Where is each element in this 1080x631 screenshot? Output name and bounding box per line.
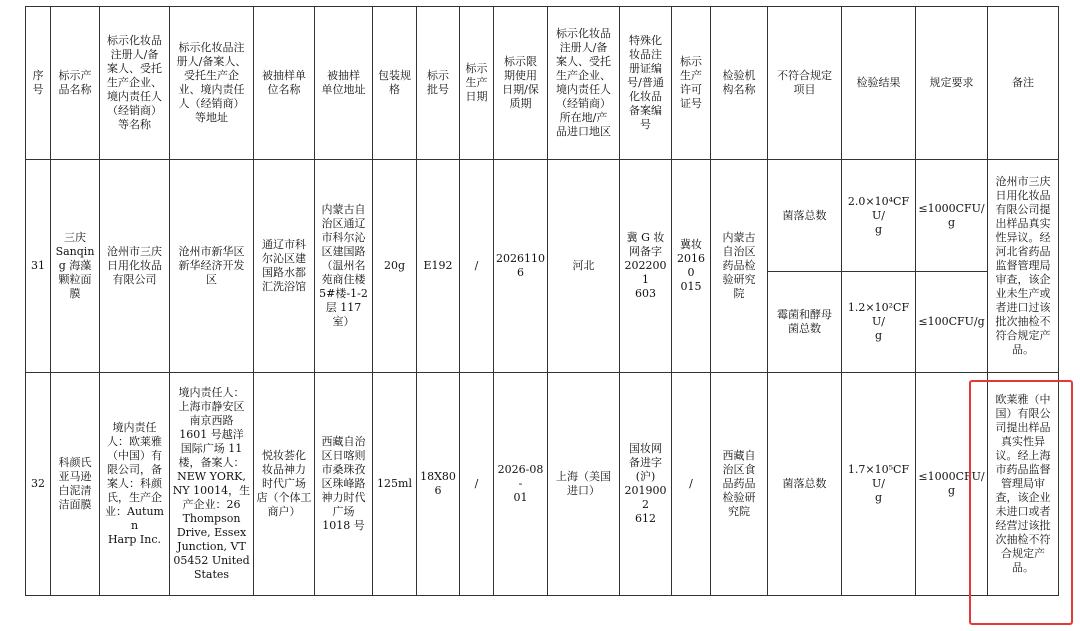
cell-product: 三庆 Sanqin g 海藻 颗粒面 膜 <box>51 160 100 373</box>
cell-expiry: 2026-08- 01 <box>494 373 548 596</box>
header-limit: 规定要求 <box>916 7 988 160</box>
table-row <box>26 373 1059 596</box>
cell-production-date: / <box>460 373 494 596</box>
cell-lab: 西藏自 治区食 品药品 检验研 究院 <box>711 373 768 596</box>
header-seq: 序 号 <box>26 7 51 160</box>
header-record-no: 特殊化 妆品注 册证编 号/普通 化妆品 备案编 号 <box>620 7 672 160</box>
cell-sampled-address: 内蒙古自 治区通辽 市科尔沁 区建国路 （温州名 苑商住楼 5#楼-1-2 层 117 室） <box>315 160 373 373</box>
cell-seq: 31 <box>26 160 51 373</box>
cell-result: 1.2×10²CFU/ g <box>842 272 916 373</box>
header-expiry: 标示限 期使用 日期/保 质期 <box>494 7 548 160</box>
cell-spec: 20g <box>373 160 417 373</box>
cell-spec: 125ml <box>373 373 417 596</box>
cell-registrant-address: 沧州市新华区 新华经济开发 区 <box>170 160 254 373</box>
cell-seq: 32 <box>26 373 51 596</box>
header-result: 检验结果 <box>842 7 916 160</box>
cell-registrant: 境内责任 人：欧莱雅 （中国）有 限公司，备 案人：科颜 氏，生产企 业：Autumn Harp Inc. <box>100 373 170 596</box>
cell-lab: 内蒙古 自治区 药品检 验研究 院 <box>711 160 768 373</box>
cell-batch: E192 <box>417 160 460 373</box>
cell-item: 菌落总数 <box>768 373 842 596</box>
cell-item: 菌落总数 <box>768 160 842 272</box>
cell-remark: 欧莱雅（中 国）有限公 司提出样品 真实性异 议。经上海 市药品监督 管理局审 查，该企业 未进口或者 经营过该批 次抽检不符 合规定产 品。 <box>988 373 1059 596</box>
cell-result: 1.7×10⁵CFU/ g <box>842 373 916 596</box>
cell-limit: ≤1000CFU/ g <box>916 160 988 272</box>
cell-record-no: 国妆网 备进字 (沪) 2019002 612 <box>620 373 672 596</box>
cell-origin: 河北 <box>548 160 620 373</box>
cell-limit: ≤100CFU/g <box>916 272 988 373</box>
header-lab: 检验机 构名称 <box>711 7 768 160</box>
cell-remark: 沧州市三庆 日用化妆品 有限公司提 出样品真实 性异议。经 河北省药品 监督管理局 审查，该企 业未生产或 者进口过该 批次抽检不 符合规定产 品。 <box>988 160 1059 373</box>
cell-registrant-address: 境内责任人： 上海市静安区 南京西路 1601 号越洋 国际广场 11 楼，备案人： NEW YORK, NY 10014，生 产企业：26 Thompson Drive, Essex Junction, VT 05452 United States <box>170 373 254 596</box>
cell-sampled-unit: 通辽市科 尔沁区建 国路水都 汇洗浴馆 <box>254 160 315 373</box>
header-spec: 包装规 格 <box>373 7 417 160</box>
cell-expiry: 2026110 6 <box>494 160 548 373</box>
header-registrant-address: 标示化妆品注 册人/备案人、 受托生产企 业、境内责任 人（经销商） 等地址 <box>170 7 254 160</box>
cell-registrant: 沧州市三庆 日用化妆品 有限公司 <box>100 160 170 373</box>
cell-batch: 18X80 6 <box>417 373 460 596</box>
header-remark: 备注 <box>988 7 1059 160</box>
header-product: 标示产 品名称 <box>51 7 100 160</box>
table-row <box>26 160 1059 272</box>
cell-sampled-unit: 悦妆荟化 妆品神力 时代广场 店（个体工 商户） <box>254 373 315 596</box>
inspection-table <box>25 6 1059 596</box>
header-item: 不符合规定 项目 <box>768 7 842 160</box>
header-sampled-address: 被抽样 单位地址 <box>315 7 373 160</box>
cell-production-date: / <box>460 160 494 373</box>
header-origin: 标示化妆品 注册人/备 案人、受托 生产企业、 境内责任人 （经销商） 所在地/产 品进口地区 <box>548 7 620 160</box>
cell-origin: 上海（美国 进口） <box>548 373 620 596</box>
remark-highlight-box <box>969 380 1073 625</box>
header-sampled-unit: 被抽样单 位名称 <box>254 7 315 160</box>
cell-license-no: 冀妆 20160 015 <box>672 160 711 373</box>
cell-result: 2.0×10⁴CFU/ g <box>842 160 916 272</box>
header-row <box>26 7 1059 160</box>
header-batch: 标示 批号 <box>417 7 460 160</box>
cell-license-no: / <box>672 373 711 596</box>
cell-record-no: 冀 G 妆 网备字 2022001 603 <box>620 160 672 373</box>
cell-item: 霉菌和酵母 菌总数 <box>768 272 842 373</box>
header-license-no: 标示 生产 许可 证号 <box>672 7 711 160</box>
cell-sampled-address: 西藏自治 区日喀则 市桑珠孜 区珠峰路 神力时代 广场 1018 号 <box>315 373 373 596</box>
header-production-date: 标示 生产 日期 <box>460 7 494 160</box>
cell-limit: ≤1000CFU/ g <box>916 373 988 596</box>
cell-product: 科颜氏 亚马逊 白泥清 洁面膜 <box>51 373 100 596</box>
header-registrant: 标示化妆品 注册人/备 案人、受托 生产企业、 境内责任人 （经销商） 等名称 <box>100 7 170 160</box>
